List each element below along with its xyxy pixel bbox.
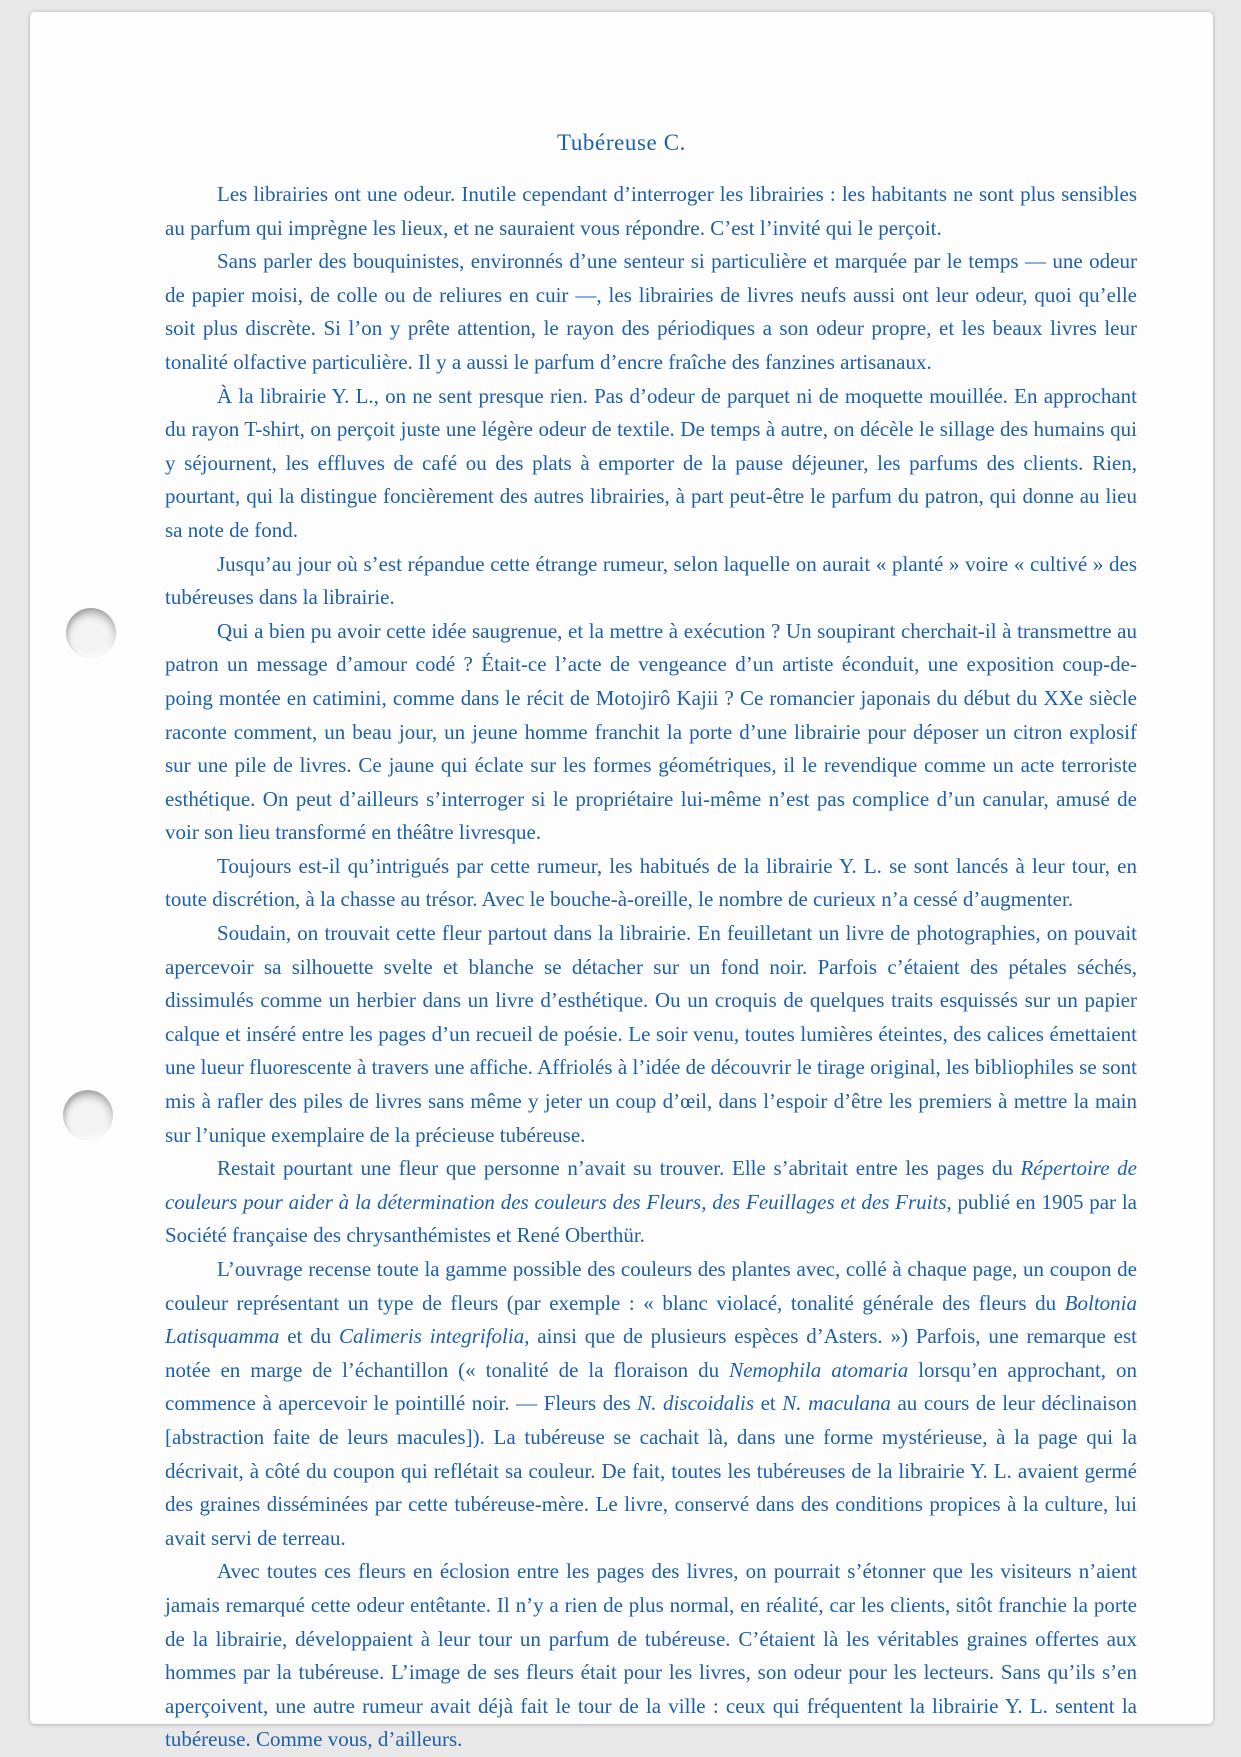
text-run: Qui a bien pu avoir cette idée saugrenue, et la mettre à exécution ? Un soupirant cherchait-il à transmettre au patron un message d’amour codé ? Était-ce l’acte de vengeance d’un artiste éconduit, une exposition coup-de-poing montée en catimini, comme dans le récit de Motojirô Kajii ? Ce romancier japonais du début du XXe siècle raconte comment, un beau jour, un jeune homme franchit la porte d’une librairie pour déposer un citron explosif sur une pile de livres. Ce jaune qui éclate sur les formes géométriques, il le revendique comme un acte terroriste esthétique. On peut d’ailleurs s’interroger si le propriétaire lui-même n’est pas complice d’un canular, amusé de voir son lieu transformé en théâtre livresque. bbox=[165, 618, 1137, 845]
text-run: Les librairies ont une odeur. Inutile cependant d’interroger les librairies : les habitants ne sont plus sensibles au parfum qui imprègne les lieux, et ne sauraient vous répondre. C’est l’invité qui le perçoit. bbox=[165, 182, 1137, 240]
italic-text-run: N. discoidalis bbox=[637, 1391, 755, 1416]
text-run: , publié en 1905 par la Société française des chrysanthémistes et René Oberthür. bbox=[165, 1189, 1137, 1248]
paragraph bbox=[165, 245, 1137, 379]
paragraph bbox=[165, 615, 1137, 850]
text-run: , ainsi que de plusieurs espèces d’Asters. ») Parfois, une remarque est notée en marge de l’échantillon (« tonalité de la floraison du bbox=[165, 1324, 1137, 1382]
paragraph bbox=[165, 917, 1137, 1152]
document-title: Tubéreuse C. bbox=[556, 130, 687, 155]
italic-text-run: Nemophila atomaria bbox=[729, 1357, 909, 1382]
paragraph bbox=[165, 850, 1137, 917]
italic-text-run: Répertoire de couleurs pour aider à la détermination des couleurs des Fleurs, des Feuillages et des Fruits bbox=[165, 1156, 1137, 1214]
paragraph bbox=[165, 1555, 1137, 1757]
text-run: et bbox=[754, 1391, 783, 1416]
text-run: Avec toutes ces fleurs en éclosion entre les pages des livres, on pourrait s’étonner que les visiteurs n’aient jamais remarqué cette odeur entêtante. Il n’y a rien de plus normal, en réalité, car les clients, sitôt franchie la porte de la librairie, développaient à leur tour un parfum de tubéreuse. C’étaient là les véritables graines offertes aux hommes par la tubéreuse. L’image de ses fleurs était pour les livres, son odeur pour les lecteurs. Sans qu’ils s’en aperçoivent, une autre rumeur avait déjà fait le tour de la ville : ceux qui fréquentent la librairie Y. L. sentent la tubéreuse. Comme vous, d’ailleurs. bbox=[165, 1559, 1137, 1752]
paragraph bbox=[165, 1253, 1137, 1555]
text-run: Sans parler des bouquinistes, environnés d’une senteur si particulière et marquée par le temps — une odeur de papier moisi, de colle ou de reliures en cuir —, les librairies de livres neufs aussi ont leur odeur, quoi qu’elle soit plus discrète. Si l’on y prête attention, le rayon des périodiques a son odeur propre, et les beaux livres leur tonalité olfactive particulière. Il y a aussi le parfum d’encre fraîche des fanzines artisanaux. bbox=[165, 249, 1137, 374]
text-run: Jusqu’au jour où s’est répandue cette étrange rumeur, selon laquelle on aurait « planté » voire « cultivé » des tubéreuses dans la librairie. bbox=[165, 551, 1137, 610]
paragraph bbox=[165, 548, 1137, 615]
italic-text-run: Boltonia Latisquamma bbox=[165, 1290, 1137, 1349]
hole-punch-top bbox=[66, 608, 116, 658]
text-run: Toujours est-il qu’intrigués par cette rumeur, les habitués de la librairie Y. L. se sont lancés à leur tour, en toute discrétion, à la chasse au trésor. Avec le bouche-à-oreille, le nombre de curieux n’a cessé d’augmenter. bbox=[165, 853, 1137, 912]
italic-text-run: Calimeris integrifolia bbox=[339, 1324, 525, 1349]
text-run: et du bbox=[279, 1324, 340, 1349]
text-run: Restait pourtant une fleur que personne n’avait su trouver. Elle s’abritait entre les pages du bbox=[217, 1156, 1021, 1181]
paragraph bbox=[165, 178, 1137, 245]
italic-text-run: N. maculana bbox=[782, 1391, 891, 1416]
text-run: Soudain, on trouvait cette fleur partout dans la librairie. En feuilletant un livre de photographies, on pouvait apercevoir sa silhouette svelte et blanche se détacher sur un fond noir. Parfois c’étaient des pétales séchés, dissimulés comme un herbier dans un livre d’esthétique. Ou un croquis de quelques traits esquissés sur un papier calque et inséré entre les pages d’un recueil de poésie. Le soir venu, toutes lumières éteintes, des calices émettaient une lueur fluorescente à travers une affiche. Affriolés à l’idée de découvrir le tirage original, les bibliophiles se sont mis à rafler des piles de livres sans même y jeter un coup d’œil, dans l’espoir d’être les premiers à mettre la main sur l’unique exemplaire de la précieuse tubéreuse. bbox=[165, 921, 1137, 1147]
paragraph bbox=[165, 1152, 1137, 1253]
text-run: lorsqu’en approchant, on commence à apercevoir le pointillé noir. — Fleurs des bbox=[165, 1357, 1137, 1416]
paper-sheet bbox=[30, 12, 1213, 1752]
text-run: L’ouvrage recense toute la gamme possible des couleurs des plantes avec, collé à chaque page, un coupon de couleur représentant un type de fleurs (par exemple : « blanc violacé, tonalité générale des fleurs du bbox=[165, 1257, 1137, 1315]
text-run: À la librairie Y. L., on ne sent presque rien. Pas d’odeur de parquet ni de moquette mouillée. En approchant du rayon T-shirt, on perçoit juste une légère odeur de textile. De temps à autre, on décèle le sillage des humains qui y séjournent, les effluves de café ou des plats à emporter de la pause déjeuner, les parfums des clients. Rien, pourtant, qui la distingue foncièrement des autres librairies, à part peut-être le parfum du patron, qui donne au lieu sa note de fond. bbox=[165, 383, 1137, 542]
paragraph bbox=[165, 380, 1137, 548]
hole-punch-bottom bbox=[63, 1090, 113, 1140]
article-body bbox=[165, 178, 1137, 1757]
text-run: au cours de leur déclinaison [abstraction faite de leurs macules]). La tubéreuse se cachait là, dans une forme mystérieuse, à la page qui la décrivait, à côté du coupon qui reflétait sa couleur. De fait, toutes les tubéreuses de la librairie Y. L. avaient germé des graines disséminées par cette tubéreuse-mère. Le livre, conservé dans des conditions propices à la culture, lui avait servi de terreau. bbox=[165, 1391, 1138, 1550]
